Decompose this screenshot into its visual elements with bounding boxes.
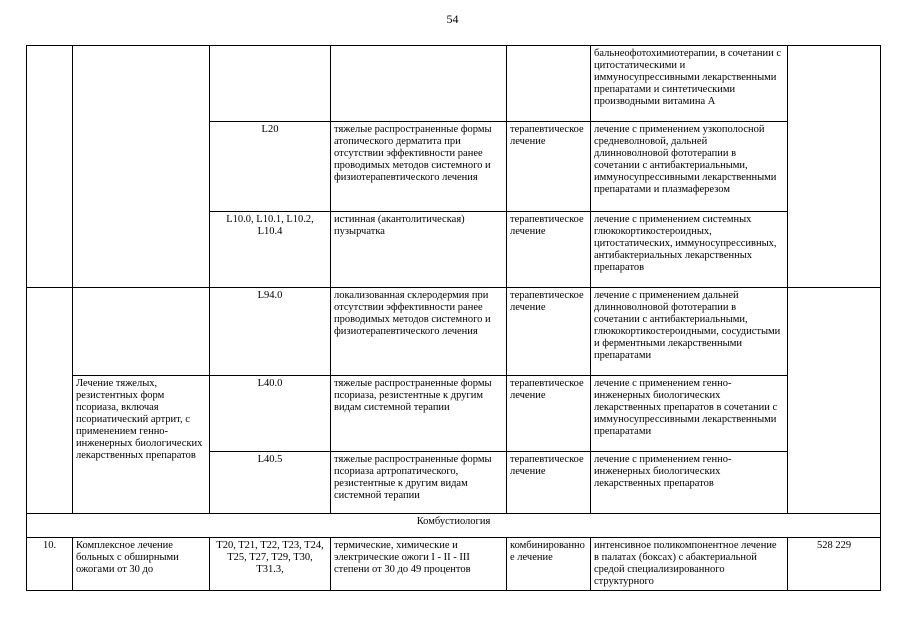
cell-type — [507, 46, 591, 122]
cell-codes: L10.0, L10.1, L10.2, L10.4 — [210, 212, 331, 288]
table-row — [27, 538, 881, 591]
cell-model: истинная (акантолитическая) пузырчатка — [331, 212, 507, 288]
cell-model: тяжелые распространенные формы псориаза, резистентные к другим видам системной терапии — [331, 376, 507, 452]
cell-type: терапевтическое лечение — [507, 212, 591, 288]
section-title: Комбустиология — [27, 514, 881, 538]
cell-type: комбинированное лечение — [507, 538, 591, 591]
cell-codes: L94.0 — [210, 288, 331, 376]
cell-type: терапевтическое лечение — [507, 452, 591, 514]
cell-model — [331, 46, 507, 122]
cell-name: Лечение тяжелых, резистентных форм псориаза, включая псориатический артрит, с применением генно-инженерных биологических лекарственных препаратов — [73, 376, 210, 514]
cell-type: терапевтическое лечение — [507, 376, 591, 452]
cell-name — [73, 288, 210, 376]
cell-model: тяжелые распространенные формы псориаза артропатического, резистентные к другим видам системной терапии — [331, 452, 507, 514]
cell-name: Комплексное лечение больных с обширными ожогами от 30 до — [73, 538, 210, 591]
cell-num — [27, 288, 73, 514]
cell-name — [73, 46, 210, 288]
cell-codes — [210, 46, 331, 122]
cell-methods: лечение с применением генно-инженерных биологических лекарственных препаратов — [591, 452, 788, 514]
cell-model: локализованная склеродермия при отсутствии эффективности ранее проводимых методов системного и физиотерапевтического лечения — [331, 288, 507, 376]
cell-codes: L40.5 — [210, 452, 331, 514]
cell-methods: лечение с применением дальней длинноволновой фототерапии в сочетании с антибактериальными, глюкокортикостероидными, сосудистыми и ферментными лекарственными препаратами — [591, 288, 788, 376]
cell-cost — [788, 288, 881, 514]
table-row — [27, 46, 881, 122]
cell-codes: L20 — [210, 122, 331, 212]
cell-methods: лечение с применением узкополосной средневолновой, дальней длинноволновой фототерапии в сочетании с антибактериальными, иммуносупрессивными лекарственными препаратами и плазмаферезом — [591, 122, 788, 212]
services-table — [26, 45, 881, 591]
cell-codes: L40.0 — [210, 376, 331, 452]
cell-codes: T20, T21, T22, T23, T24, T25, T27, T29, T30, T31.3, — [210, 538, 331, 591]
page-number: 54 — [446, 12, 459, 26]
cell-type: терапевтическое лечение — [507, 122, 591, 212]
table-row — [27, 288, 881, 376]
cell-model: тяжелые распространенные формы атопического дерматита при отсутствии эффективности ранее проводимых методов системного и физиотерапевтического лечения — [331, 122, 507, 212]
cell-methods: бальнеофотохимиотерапии, в сочетании с цитостатическими и иммуносупрессивными лекарственными препаратами и синтетическими производными витамина А — [591, 46, 788, 122]
cell-cost: 528 229 — [788, 538, 881, 591]
cell-methods: лечение с применением генно-инженерных биологических лекарственных препаратов в сочетании с иммуносупрессивными лекарственными препаратами — [591, 376, 788, 452]
cell-num: 10. — [27, 538, 73, 591]
cell-cost — [788, 46, 881, 288]
cell-methods: лечение с применением системных глюкокортикостероидных, цитостатических, иммуносупрессивных, антибактериальных лекарственных препаратов — [591, 212, 788, 288]
section-row — [27, 514, 881, 538]
cell-methods: интенсивное поликомпонентное лечение в палатах (боксах) с абактериальной средой специализированного структурного — [591, 538, 788, 591]
cell-model: термические, химические и электрические ожоги I - II - III степени от 30 до 49 процентов — [331, 538, 507, 591]
cell-num — [27, 46, 73, 288]
cell-type: терапевтическое лечение — [507, 288, 591, 376]
table-row — [27, 376, 881, 452]
